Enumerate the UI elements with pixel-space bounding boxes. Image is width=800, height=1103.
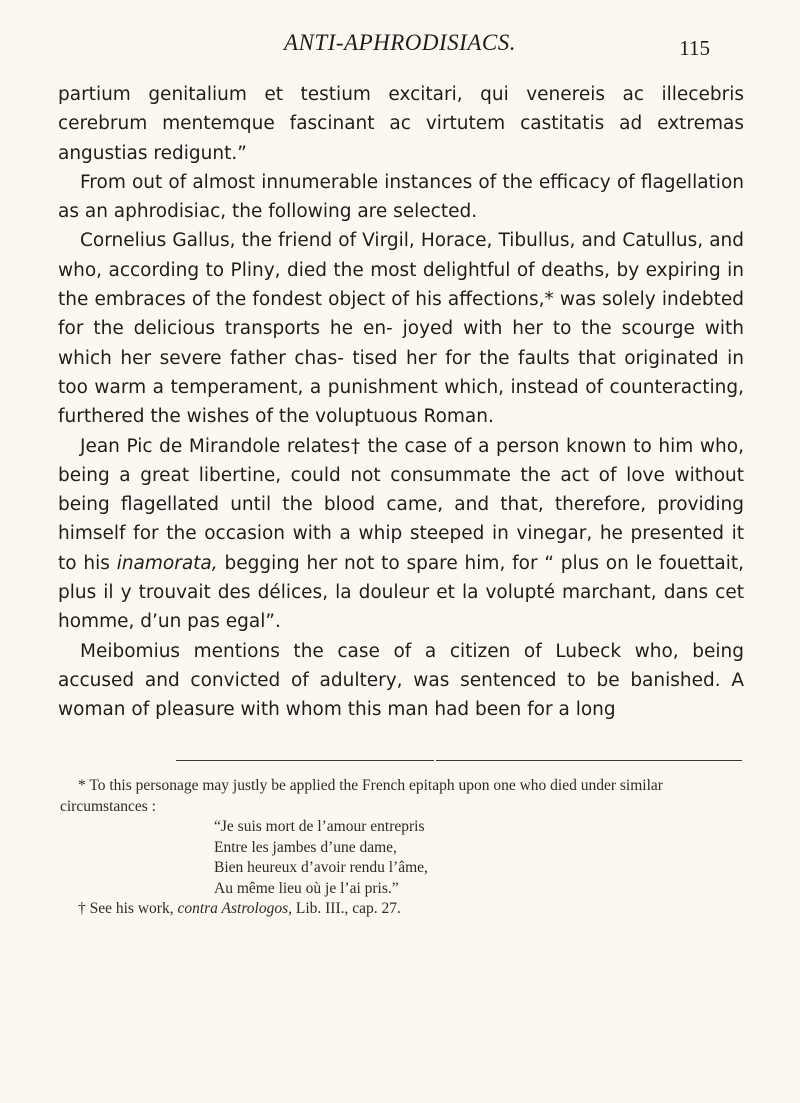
italic-title: contra Astrologos, <box>177 900 292 917</box>
verse-line: Bien heureux d’avoir rendu l’âme, <box>214 859 428 876</box>
footnote-text: Lib. III., cap. 27. <box>295 900 401 917</box>
footnote-rule <box>176 760 434 761</box>
epitaph-verse <box>214 817 744 899</box>
footnote-rule <box>436 760 742 761</box>
paragraph-text: Jean Pic de Mirandole relates† the case of a person known to him who, being a great libertine, could not consummate the act of love without being flagellated until the blood came, and that, therefore, providing himself for the occasion with a whip steeped in vinegar, he presented it to his <box>58 435 744 574</box>
verse-line: Entre les jambes d’une dame, <box>214 838 397 856</box>
footnote-text: † See his work, <box>78 900 174 917</box>
verse-line: “Je suis mort de l’amour entrepris <box>214 818 425 835</box>
running-title: ANTI-APHRODISIACS. <box>284 30 516 55</box>
italic-term: inamorata, <box>116 552 218 574</box>
footnotes <box>60 776 744 920</box>
paragraph-intro: From out of almost innumerable instances of the efficacy of flagellation as an aphrodisiac, the following are selected. <box>58 171 744 223</box>
paragraph-cornelius-gallus: Cornelius Gallus, the friend of Virgil, Horace, Tibullus, and Catullus, and who, according to Pliny, died the most delightful of deaths, by expiring in the embraces of the fondest object of his affections,* was solely indebted for the delicious transports he en- joyed with her to the scourge with which her severe father chas- tised her for the faults that originated in too warm a temperament, a punishment which, instead of counteracting, furthered the wishes of the voluptuous Roman. <box>58 230 744 428</box>
body-text <box>58 80 744 725</box>
page-number: 115 <box>679 36 710 60</box>
verse-line: Au même lieu où je l’ai pris.” <box>214 879 399 897</box>
paragraph-continuation: partium genitalium et testium excitari, qui venereis ac illecebris cerebrum mentemque fascinant ac virtutem castitatis ad extremas angustias redigunt.” <box>58 84 744 164</box>
footnote-dagger <box>60 899 744 920</box>
paragraph-pic-de-mirandole <box>58 432 744 637</box>
paragraph-meibomius: Meibomius mentions the case of a citizen of Lubeck who, being accused and convicted of adultery, was sentenced to be banished. A woman of pleasure with whom this man had been for a long <box>58 640 744 721</box>
footnote-asterisk: * To this personage may justly be applied the French epitaph upon one who died under similar circumstances : <box>60 777 663 815</box>
paragraph-text: begging her not to spare him, for “ plus on le fouettait, plus il y trouvait des délices, la douleur et la volupté marchant, dans cet homme, d’un pas egal”. <box>58 552 744 633</box>
